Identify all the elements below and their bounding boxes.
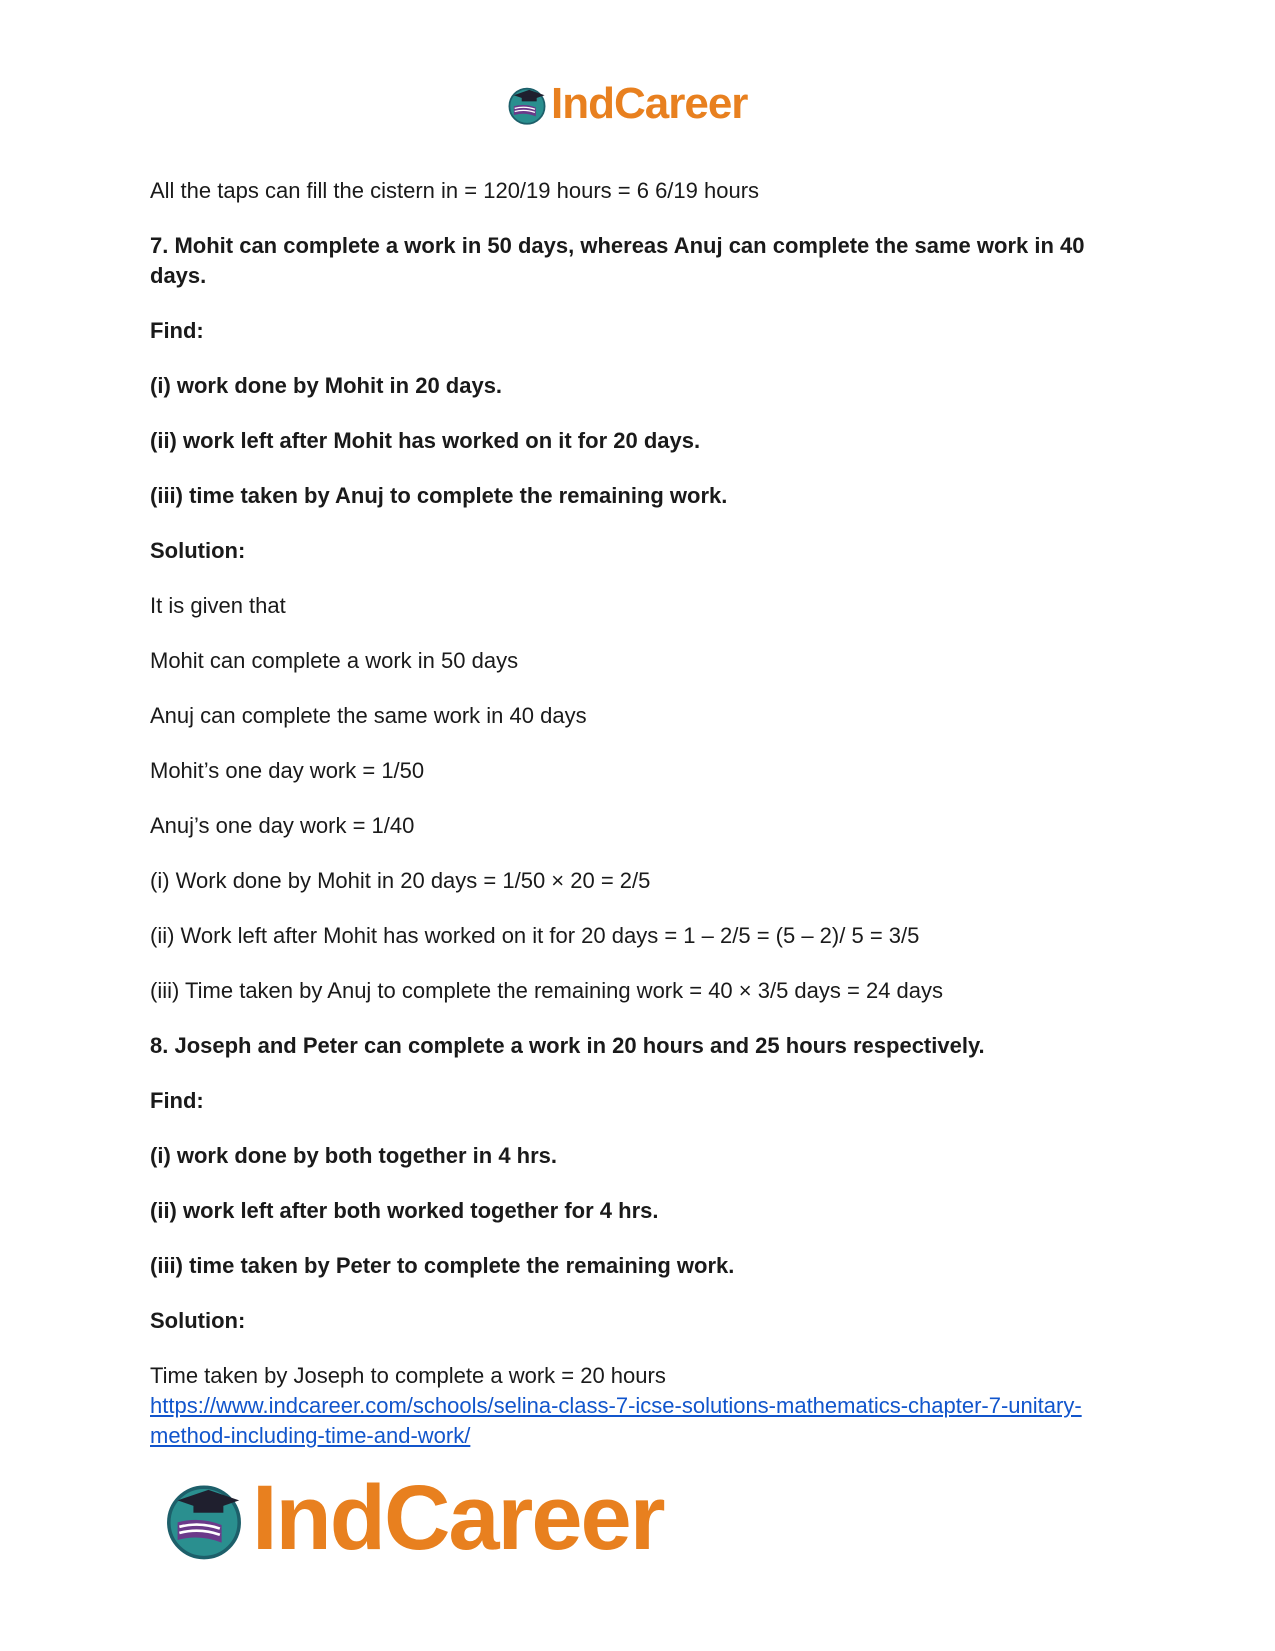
question-text: Find: — [150, 318, 204, 343]
graduation-cap-book-globe-icon — [505, 82, 549, 126]
solution-text: (ii) Work left after Mohit has worked on it for 20 days = 1 – 2/5 = (5 – 2)/ 5 = 3/5 — [150, 923, 920, 948]
solution-text: Mohit’s one day work = 1/50 — [150, 758, 425, 783]
brand-name: IndCareer — [551, 79, 748, 128]
last-line-block — [150, 1361, 1140, 1451]
question-text: Find: — [150, 1088, 204, 1113]
question-text: (iii) time taken by Anuj to complete the remaining work. — [150, 483, 728, 508]
header-logo — [505, 80, 747, 128]
footer-logo — [160, 1467, 664, 1569]
question-text: Solution: — [150, 538, 246, 563]
page-content — [150, 176, 1140, 1451]
question-text: (ii) work left after Mohit has worked on it for 20 days. — [150, 428, 701, 453]
question-text: (ii) work left after both worked together for 4 hrs. — [150, 1198, 659, 1223]
solution-text: Mohit can complete a work in 50 days — [150, 648, 519, 673]
solution-text: Anuj’s one day work = 1/40 — [150, 813, 415, 838]
question-text: (i) work done by both together in 4 hrs. — [150, 1143, 558, 1168]
solution-text: Anuj can complete the same work in 40 days — [150, 703, 587, 728]
solution-text: It is given that — [150, 593, 286, 618]
question-text: (i) work done by Mohit in 20 days. — [150, 373, 503, 398]
question-text: (iii) time taken by Peter to complete the remaining work. — [150, 1253, 735, 1278]
question-text: 7. Mohit can complete a work in 50 days, whereas Anuj can complete the same work in 40 days. — [150, 233, 1085, 288]
source-link[interactable]: https://www.indcareer.com/schools/selina-class-7-icse-solutions-mathematics-chapter-7-unitary-method-including-time-and-work/ — [150, 1393, 1082, 1448]
solution-text: (i) Work done by Mohit in 20 days = 1/50 × 20 = 2/5 — [150, 868, 651, 893]
solution-text: (iii) Time taken by Anuj to complete the remaining work = 40 × 3/5 days = 24 days — [150, 978, 944, 1003]
brand-name-footer: IndCareer — [252, 1467, 664, 1569]
solution-text: All the taps can fill the cistern in = 120/19 hours = 6 6/19 hours — [150, 178, 760, 203]
solution-text: Time taken by Joseph to complete a work = 20 hours — [150, 1363, 666, 1388]
question-text: Solution: — [150, 1308, 246, 1333]
graduation-cap-book-globe-icon — [160, 1474, 248, 1562]
question-text: 8. Joseph and Peter can complete a work in 20 hours and 25 hours respectively. — [150, 1033, 985, 1058]
